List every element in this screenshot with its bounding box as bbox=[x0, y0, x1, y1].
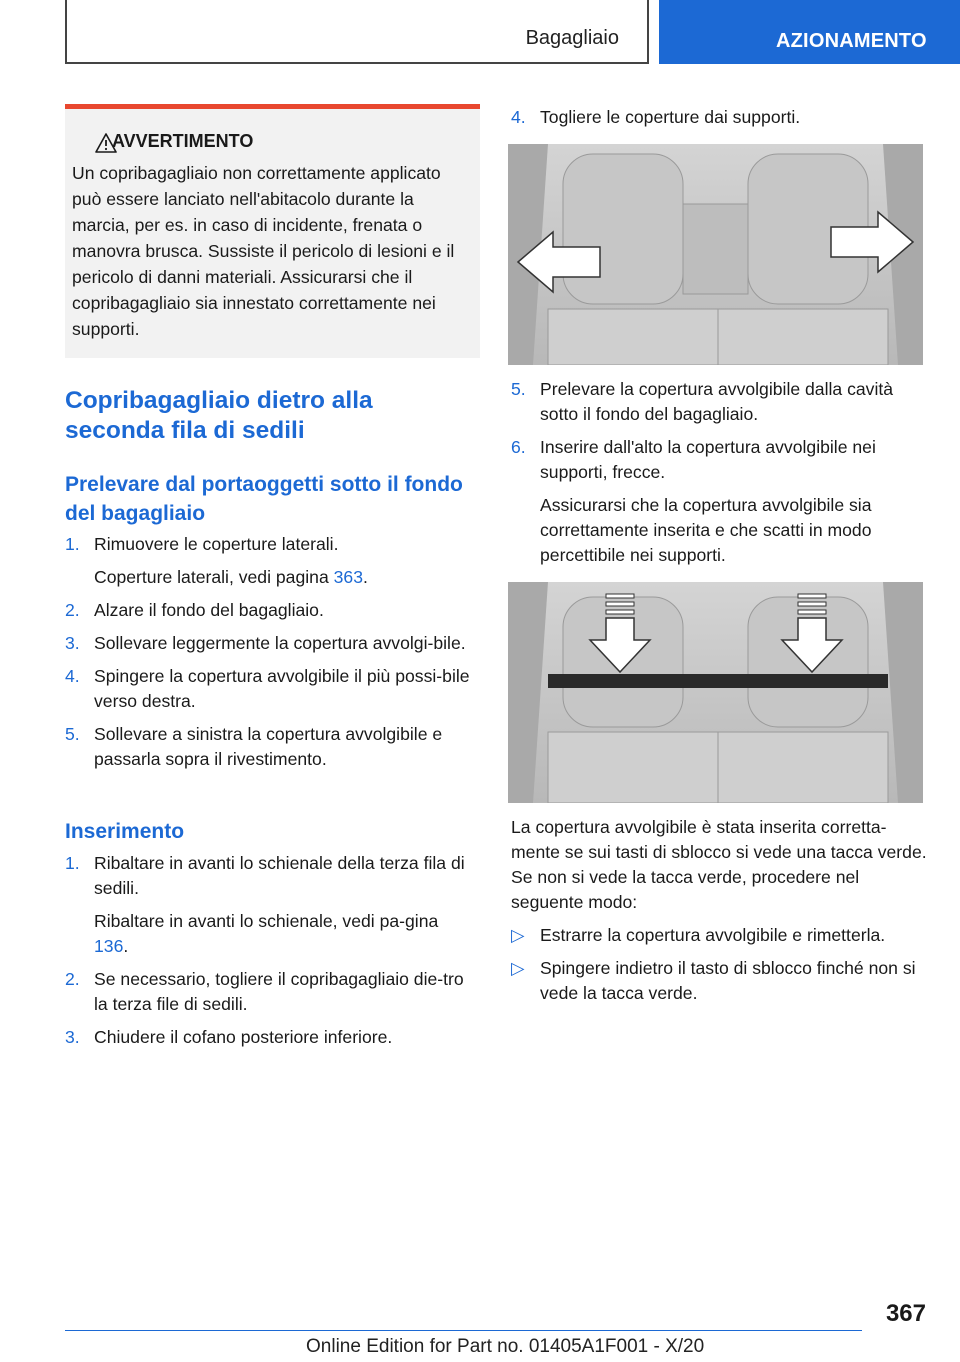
step-text: Chiudere il cofano posteriore inferiore. bbox=[94, 1027, 393, 1047]
step-text: Sollevare leggermente la copertura avvolgi-bile. bbox=[94, 633, 466, 653]
right-steps-a bbox=[511, 105, 931, 138]
list-item bbox=[511, 435, 931, 485]
step-text: Ribaltare in avanti lo schienale della terza fila di sedili. bbox=[94, 853, 465, 898]
section-title: Bagagliaio bbox=[525, 27, 619, 49]
bullet-list bbox=[511, 923, 931, 1014]
section-heading: Copribagagliaio dietro alla seconda fila di sedili bbox=[65, 387, 373, 444]
footer-edition: Online Edition for Part no. 01405A1F001 - X/20 bbox=[306, 1336, 705, 1357]
step-text: Inserire dall'alto la copertura avvolgibile nei supporti, frecce. bbox=[540, 437, 876, 482]
header-section-box bbox=[65, 0, 649, 64]
step-number: 1. bbox=[65, 853, 80, 873]
step-note: Assicurarsi che la copertura avvolgibile sia correttamente inserita e che scatti in modo percettibile nei supporti. bbox=[540, 495, 872, 565]
note-end: . bbox=[123, 936, 129, 956]
step-number: 6. bbox=[511, 437, 526, 457]
subsection-heading-insert: Inserimento bbox=[65, 820, 185, 843]
list-item bbox=[511, 956, 931, 1006]
page-link[interactable]: 363 bbox=[333, 567, 363, 587]
insert-steps-list bbox=[65, 851, 475, 1058]
bullet-text: Estrarre la copertura avvolgibile e rimetterla. bbox=[540, 925, 886, 945]
chapter-tab: AZIONAMENTO bbox=[659, 0, 960, 64]
step-text: Sollevare a sinistra la copertura avvolgibile e passarla sopra il rivestimento. bbox=[94, 724, 443, 769]
step-text: Spingere la copertura avvolgibile il più possi-bile verso destra. bbox=[94, 666, 470, 711]
list-item bbox=[65, 598, 475, 623]
step-number: 2. bbox=[65, 600, 80, 620]
list-item bbox=[511, 105, 931, 130]
note-end: . bbox=[362, 567, 368, 587]
step-number: 1. bbox=[65, 534, 80, 554]
list-item bbox=[65, 851, 475, 901]
step-text: Alzare il fondo del bagagliaio. bbox=[94, 600, 324, 620]
step-number: 5. bbox=[65, 724, 80, 744]
warning-text: Un copribagagliaio non correttamente applicato può essere lanciato nell'abitacolo durante la marcia, per es. in caso di incidente, frenata o manovra brusca. Sussiste il pericolo di lesioni e il pericolo di danni materiali. Assicurarsi che il copribagagliaio sia innestato correttamente nei supporti. bbox=[72, 163, 455, 339]
bullet-text: Spingere indietro il tasto di sblocco finché non si vede la tacca verde. bbox=[540, 958, 916, 1003]
step-number: 4. bbox=[65, 666, 80, 686]
footer-divider bbox=[65, 1330, 862, 1331]
step-number: 4. bbox=[511, 107, 526, 127]
page-number: 367 bbox=[885, 1300, 926, 1327]
warning-box bbox=[65, 104, 480, 358]
subsection-heading-remove: Prelevare dal portaoggetti sotto il fondo del bagagliaio bbox=[65, 473, 463, 525]
note-text: Ribaltare in avanti lo schienale, vedi pa-gina bbox=[94, 911, 439, 931]
step-number: 2. bbox=[65, 969, 80, 989]
list-item bbox=[65, 1025, 475, 1050]
step-text: Se necessario, togliere il copribagagliaio die-tro la terza file di sedili. bbox=[94, 969, 464, 1014]
right-steps-b bbox=[511, 377, 931, 576]
step-number: 3. bbox=[65, 1027, 80, 1047]
note-text: Coperture laterali, vedi pagina bbox=[94, 567, 334, 587]
list-item bbox=[65, 532, 475, 557]
triangle-right-icon: ▷ bbox=[511, 958, 525, 978]
list-item bbox=[65, 664, 475, 714]
list-item bbox=[511, 377, 931, 427]
warning-triangle-icon bbox=[95, 133, 117, 153]
trunk-photo-side-covers bbox=[508, 144, 923, 365]
step-note bbox=[65, 565, 475, 590]
list-item bbox=[65, 722, 475, 772]
step-text: Prelevare la copertura avvolgibile dalla cavità sotto il fondo del bagagliaio. bbox=[540, 379, 894, 424]
step-text: Rimuovere le coperture laterali. bbox=[94, 534, 339, 554]
list-item bbox=[65, 631, 475, 656]
triangle-right-icon: ▷ bbox=[511, 925, 525, 945]
step-text: Togliere le coperture dai supporti. bbox=[540, 107, 801, 127]
remove-steps-list bbox=[65, 532, 475, 780]
warning-title: AVVERTIMENTO bbox=[112, 131, 254, 151]
result-paragraph: La copertura avvolgibile è stata inserita corretta-mente se sui tasti di sblocco si vede una tacca verde. Se non si vede la tacca verde, procedere nel seguente modo: bbox=[511, 817, 927, 912]
trunk-photo-cover-insert bbox=[508, 582, 923, 803]
page-link[interactable]: 136 bbox=[94, 936, 124, 956]
step-number: 5. bbox=[511, 379, 526, 399]
step-number: 3. bbox=[65, 633, 80, 653]
step-note bbox=[65, 909, 475, 959]
list-item bbox=[65, 967, 475, 1017]
list-item bbox=[511, 923, 931, 948]
